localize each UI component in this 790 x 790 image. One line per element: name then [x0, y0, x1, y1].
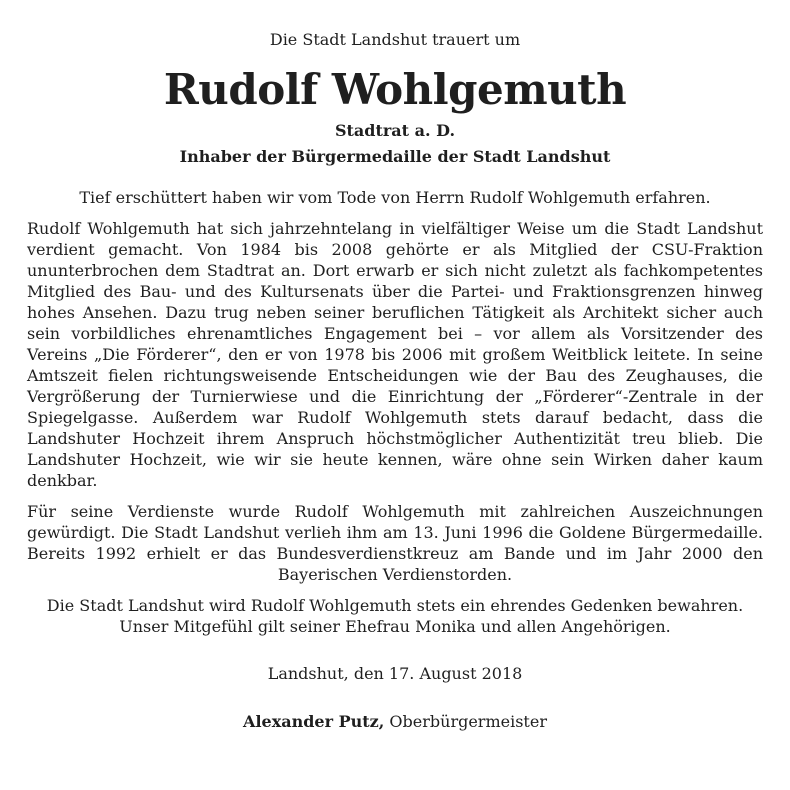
signer-role: Oberbürgermeister — [384, 712, 547, 731]
biography-paragraph: Rudolf Wohlgemuth hat sich jahrzehntelang in vielfältiger Weise um die Stadt Landshut verdient gemacht. Von 1984 bis 2008 gehörte er als Mitglied der CSU-Fraktion ununterbrochen dem Stadtrat an. Dort erwarb er sich nicht zuletzt als fachkompetentes Mitglied des Bau- und des Kultursenats über die Partei- und Fraktionsgrenzen hinweg hohes Ansehen. Dazu trug neben seiner beruflichen Tätigkeit als Architekt sicher auch sein vorbildliches ehrenamtliches Engagement bei – vor allem als Vorsitzender des Vereins „Die Förderer“, den er von 1978 bis 2006 mit großem Weitblick leitete. In seine Amtszeit fielen richtungsweisende Entscheidungen wie der Bau des Zeughauses, die Vergrößerung der Turnierwiese und die Einrichtung der „Förderer“-Zentrale in der Spiegelgasse. Außerdem war Rudolf Wohlgemuth stets darauf bedacht, dass die Landshuter Hochzeit ihrem Anspruch höchstmöglicher Authentizität treu blieb. Die Landshuter Hochzeit, wie wir sie heute kennen, wäre ohne sein Wirken daher kaum denkbar. — [27, 219, 763, 490]
place-date: Landshut, den 17. August 2018 — [267, 664, 523, 683]
signature-line — [27, 711, 763, 732]
intro-line: Die Stadt Landshut trauert um — [269, 30, 521, 49]
deceased-name: Rudolf Wohlgemuth — [163, 65, 627, 114]
condolence-paragraph: Die Stadt Landshut wird Rudolf Wohlgemuth stets ein ehrendes Gedenken bewahren. Unser Mitgefühl gilt seiner Ehefrau Monika und allen Angehörigen. — [46, 596, 744, 636]
signer-name: Alexander Putz, — [243, 712, 385, 731]
honors-paragraph: Für seine Verdienste wurde Rudolf Wohlgemuth mit zahlreichen Auszeichnungen gewürdigt. Die Stadt Landshut verlieh ihm am 13. Juni 1996 die Goldene Bürgermedaille. Bereits 1992 erhielt er das Bundesverdienstkreuz am Bande und im Jahr 2000 den Bayerischen Verdienstorden. — [27, 502, 763, 584]
lead-sentence: Tief erschüttert haben wir vom Tode von Herrn Rudolf Wohlgemuth erfahren. — [79, 188, 711, 207]
deceased-honor: Inhaber der Bürgermedaille der Stadt Landshut — [179, 147, 611, 166]
deceased-title: Stadtrat a. D. — [334, 121, 456, 140]
